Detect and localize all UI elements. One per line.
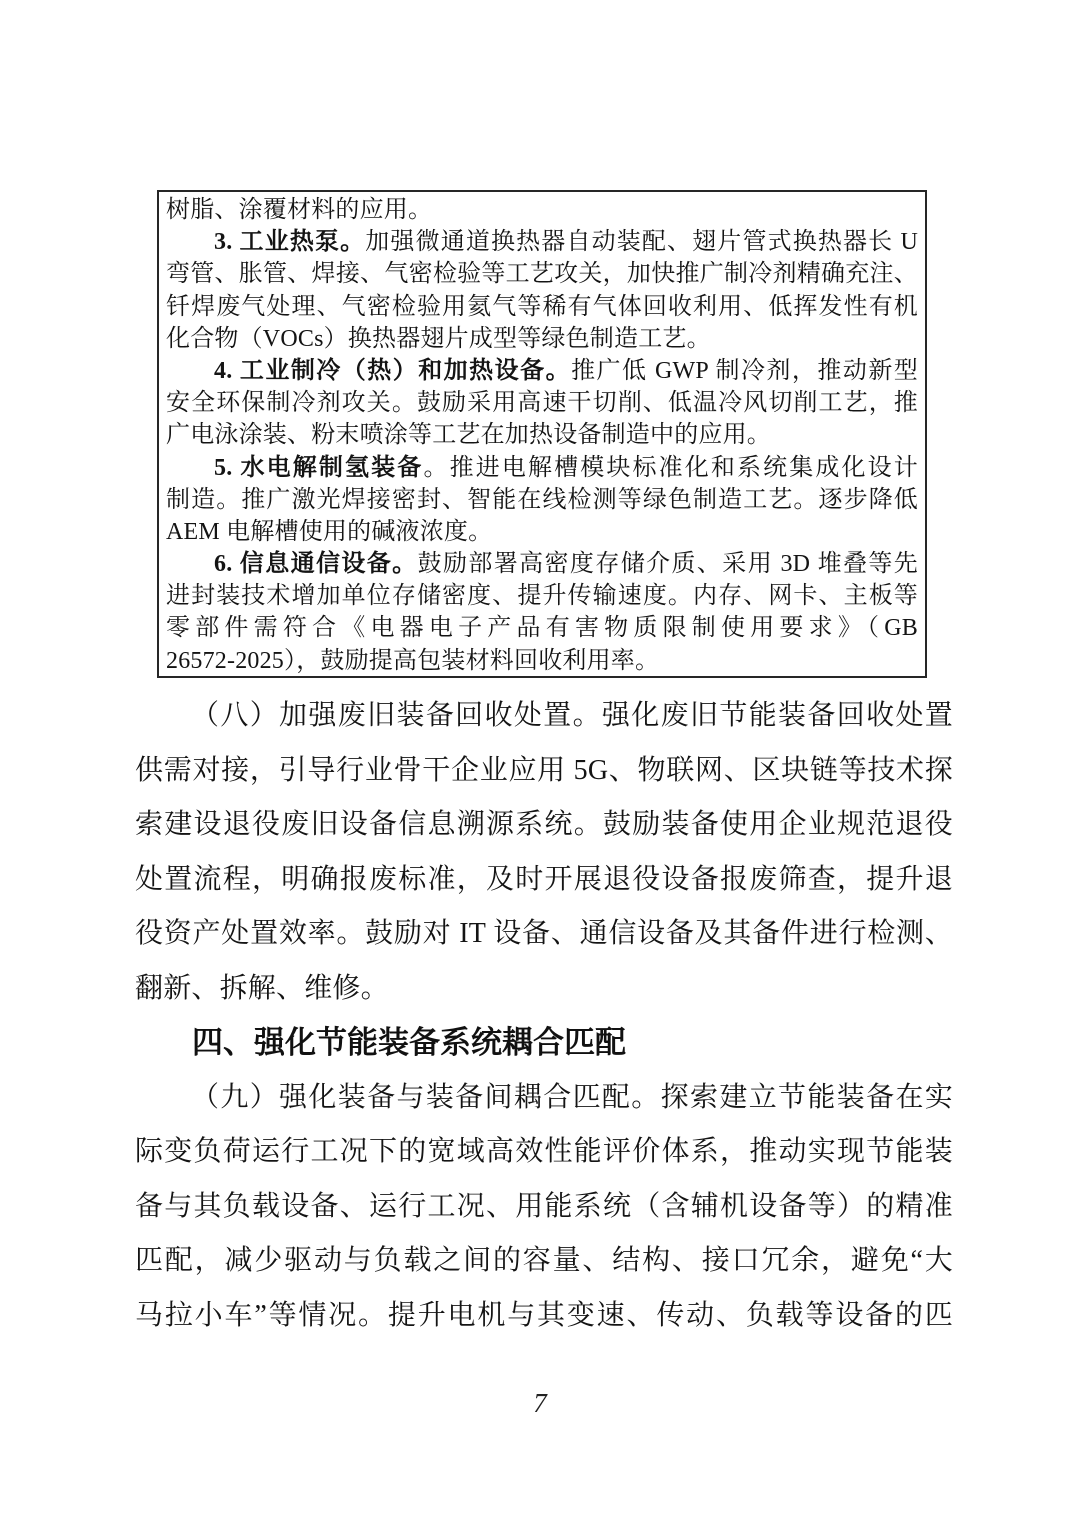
line-text: （九）强化装备与装备间耦合匹配。探索建立节能装备在实 xyxy=(191,1081,953,1113)
paragraph-line xyxy=(135,1234,953,1289)
box-line xyxy=(166,612,918,644)
box-line xyxy=(166,580,918,612)
line-text: 制造。推广激光焊接密封、智能在线检测等绿色制造工艺。逐步降低 xyxy=(166,486,918,513)
paragraph-line xyxy=(135,853,953,908)
line-text: 鼓励部署高密度存储介质、采用 3D 堆叠等先 xyxy=(417,551,918,578)
line-text: 零部件需符合《电器电子产品有害物质限制使用要求》（GB xyxy=(166,615,918,642)
bold-lead: 6. 信息通信设备。 xyxy=(214,551,418,578)
line-text: 广电泳涂装、粉末喷涂等工艺在加热设备制造中的应用。 xyxy=(166,422,771,449)
section-heading: 四、强化节能装备系统耦合匹配 xyxy=(192,1025,626,1060)
box-line xyxy=(166,355,918,387)
line-text: 役资产处置效率。鼓励对 IT 设备、通信设备及其备件进行检测、 xyxy=(135,918,953,949)
content-box xyxy=(157,190,927,678)
paragraph-line xyxy=(135,798,953,853)
box-line xyxy=(166,291,918,323)
page-number: 7 xyxy=(533,1388,547,1418)
line-text: 备与其负载设备、运行工况、用能系统（含辅机设备等）的精准 xyxy=(135,1190,953,1222)
line-text: 进封装技术增加单位存储密度、提升传输速度。内存、网卡、主板等 xyxy=(166,583,918,610)
line-text: 树脂、涂覆材料的应用。 xyxy=(166,197,433,223)
box-line xyxy=(166,226,918,258)
paragraph-line xyxy=(135,689,953,744)
line-text: 。推进电解槽模块标准化和系统集成化设计 xyxy=(423,454,918,481)
box-line xyxy=(166,419,918,451)
line-text: 钎焊废气处理、气密检验用氦气等稀有气体回收利用、低挥发性有机 xyxy=(166,293,918,320)
body-text xyxy=(135,689,953,1343)
line-text: 处置流程，明确报废标准，及时开展退役设备报废筛查，提升退 xyxy=(135,863,953,895)
line-text: 加强微通道换热器自动装配、翅片管式换热器长 U xyxy=(365,229,918,256)
paragraph-line xyxy=(135,1125,953,1180)
box-line xyxy=(166,548,918,580)
line-text: 际变负荷运行工况下的宽域高效性能评价体系，推动实现节能装 xyxy=(135,1136,953,1167)
line-text: 安全环保制冷剂攻关。鼓励采用高速干切削、低温冷风切削工艺，推 xyxy=(166,390,918,417)
line-text: 匹配，减少驱动与负载之间的容量、结构、接口冗余，避免“大 xyxy=(135,1245,953,1276)
paragraph-line xyxy=(135,1289,953,1344)
paragraph-line xyxy=(135,1180,953,1235)
box-line xyxy=(166,194,918,226)
box-line xyxy=(166,258,918,290)
bold-lead: 4. 工业制冷（热）和加热设备。 xyxy=(214,357,572,384)
line-text: （八）加强废旧装备回收处置。强化废旧节能装备回收处置 xyxy=(191,700,953,731)
box-line xyxy=(166,387,918,419)
line-text: 马拉小车”等情况。提升电机与其变速、传动、负载等设备的匹 xyxy=(135,1299,953,1331)
paragraph-line xyxy=(135,1071,953,1126)
bold-lead: 5. 水电解制氢装备 xyxy=(214,454,424,481)
line-text: 化合物（VOCs）换热器翅片成型等绿色制造工艺。 xyxy=(166,325,711,352)
line-text: 推广低 GWP 制冷剂，推动新型 xyxy=(571,357,918,384)
box-line xyxy=(166,484,918,516)
line-text: AEM 电解槽使用的碱液浓度。 xyxy=(166,518,493,545)
line-text: 索建设退役废旧设备信息溯源系统。鼓励装备使用企业规范退役 xyxy=(135,809,953,840)
line-text: 翻新、拆解、维修。 xyxy=(135,972,389,1004)
box-line xyxy=(166,516,918,548)
box-line xyxy=(166,452,918,484)
line-text: 供需对接，引导行业骨干企业应用 5G、物联网、区块链等技术探 xyxy=(135,754,953,786)
box-line xyxy=(166,323,918,355)
paragraph-line xyxy=(135,962,953,1017)
bold-lead: 3. 工业热泵。 xyxy=(214,229,366,256)
line-text: 弯管、胀管、焊接、气密检验等工艺攻关，加快推广制冷剂精确充注、 xyxy=(166,261,918,288)
paragraph-line xyxy=(135,744,953,799)
paragraph-line xyxy=(135,907,953,962)
box-line xyxy=(166,645,918,677)
line-text: 26572-2025），鼓励提高包装材料回收利用率。 xyxy=(166,647,660,674)
